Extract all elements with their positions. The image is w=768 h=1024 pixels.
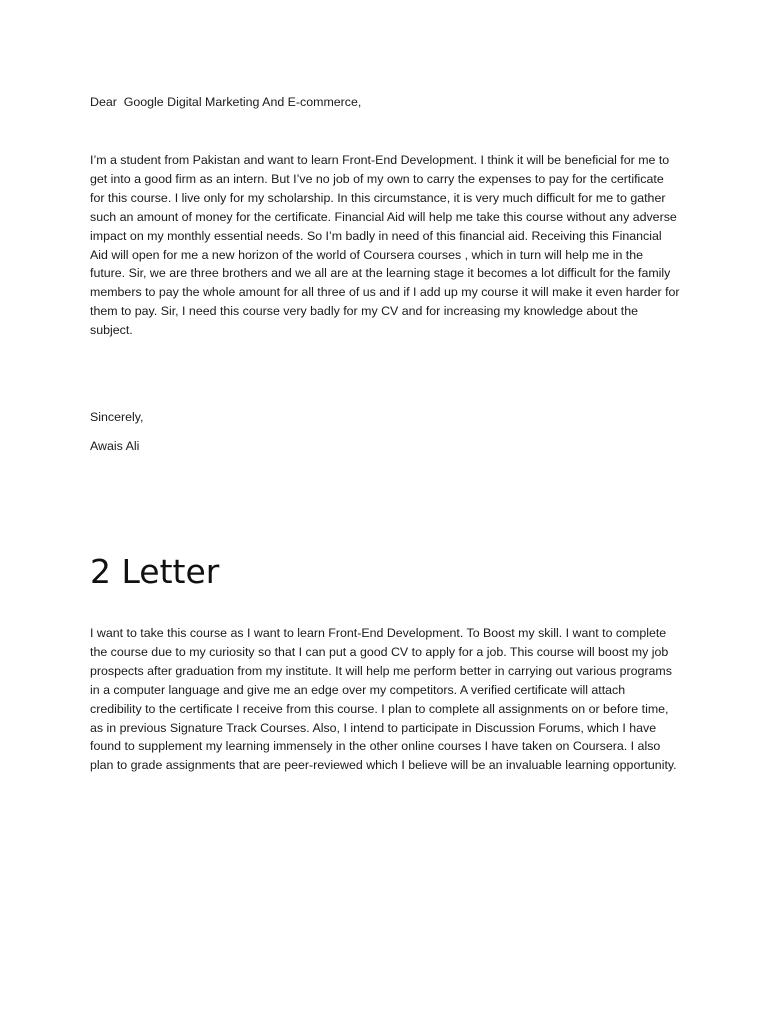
letter-signature-name: Awais Ali (90, 439, 140, 453)
second-letter-body: I want to take this course as I want to learn Front-End Development. To Boost my skill. I want to complete the course due to my curiosity so that I can put a good CV to apply for a job. This course will boost my job prospects after graduation from my institute. It will help me perform better in carrying out various programs in a computer language and give me an edge over my competitors. A verified certificate will attach credibility to the certificate I receive from this course. I plan to complete all assignments on or before time, as in previous Signature Track Courses. Also, I intend to participate in Discussion Forums, which I have found to supplement my learning immensely in the other online courses I have taken on Coursera. I also plan to grade assignments that are peer-reviewed which I believe will be an invaluable learning opportunity. (90, 626, 677, 773)
letter-closing: Sincerely, (90, 410, 144, 424)
letter-salutation: Dear Google Digital Marketing And E-commerce, (90, 95, 362, 109)
section-heading: 2 Letter (90, 552, 220, 591)
letter-body: I’m a student from Pakistan and want to learn Front-End Development. I think it will be beneficial for me to get into a good firm as an intern. But I’ve no job of my own to carry the expenses to pay for the certificate for this course. I live only for my scholarship. In this circumstance, it is very much difficult for me to gather such an amount of money for the certificate. Financial Aid will help me take this course without any adverse impact on my monthly essential needs. So I’m badly in need of this financial aid. Receiving this Financial Aid will open for me a new horizon of the world of Coursera courses , which in turn will help me in the future. Sir, we are three brothers and we all are at the learning stage it becomes a lot difficult for the family members to pay the whole amount for all three of us and if I add up my course it will make it even harder for them to pay. Sir, I need this course very badly for my CV and for increasing my knowledge about the subject. (90, 153, 680, 338)
